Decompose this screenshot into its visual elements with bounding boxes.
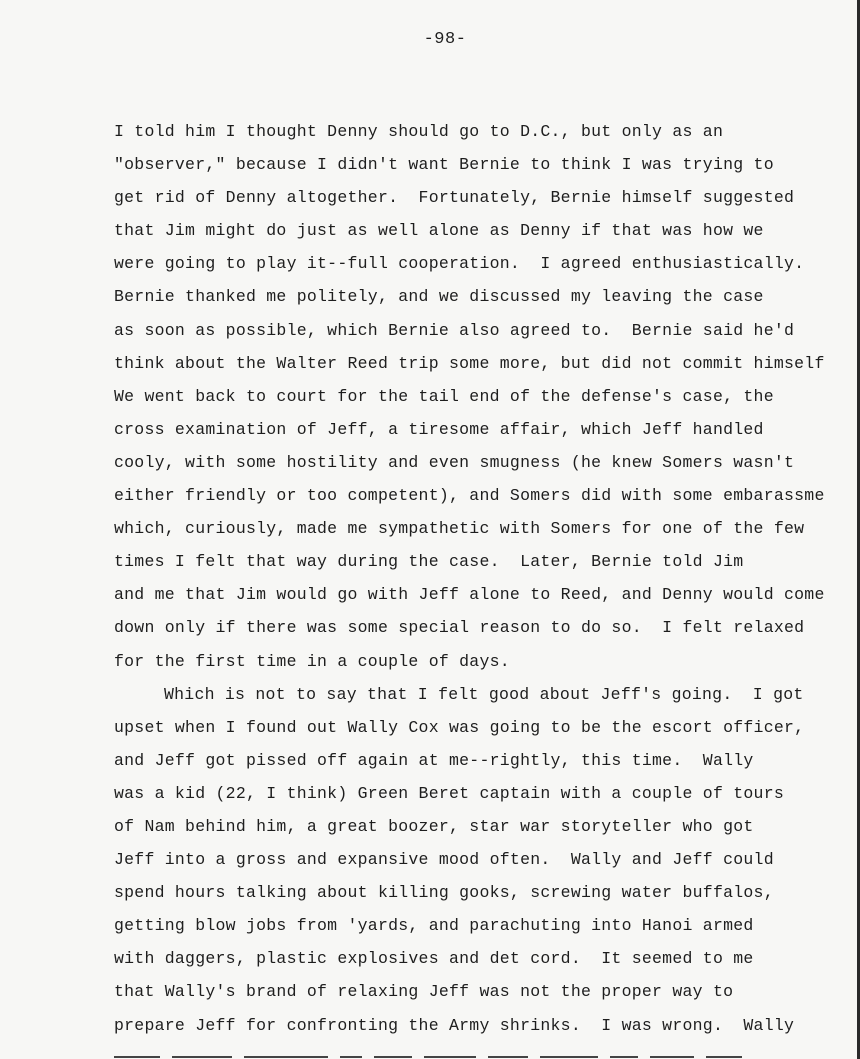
text-line: I told him I thought Denny should go to D.C., but only as an (114, 122, 724, 141)
text-line: spend hours talking about killing gooks, screwing water buffalos, (114, 883, 774, 903)
text-line: were going to play it--full cooperation. I agreed enthusiastically. (114, 254, 805, 274)
text-line: of Nam behind him, a great boozer, star war storyteller who got (114, 816, 754, 836)
text-line: prepare Jeff for confronting the Army shrinks. I was wrong. Wally (114, 1015, 795, 1035)
text-line: cross examination of Jeff, a tiresome affair, which Jeff handled (114, 419, 764, 439)
text-line: which, curiously, made me sympathetic with Somers for one of the few (114, 519, 805, 539)
text-line: We went back to court for the tail end of the defense's case, the (114, 386, 774, 406)
text-line: for the first time in a couple of days. (114, 651, 510, 671)
paragraph (114, 115, 860, 678)
text-line: Bernie thanked me politely, and we discussed my leaving the case (114, 287, 764, 307)
text-line: think about the Walter Reed trip some more, but did not commit himself (114, 353, 825, 373)
text-line: that Wally's brand of relaxing Jeff was not the proper way to (114, 982, 734, 1002)
paragraph (114, 678, 860, 1042)
text-line: as soon as possible, which Bernie also agreed to. Bernie said he'd (114, 320, 795, 340)
text-line: times I felt that way during the case. Later, Bernie told Jim (114, 552, 744, 572)
body-text (114, 115, 860, 1042)
cut-off-line (114, 1044, 794, 1059)
text-line: Which is not to say that I felt good about Jeff's going. I got (164, 684, 804, 704)
text-line: cooly, with some hostility and even smugness (he knew Somers wasn't (114, 452, 795, 472)
text-line: get rid of Denny altogether. Fortunately, Bernie himself suggested (114, 188, 795, 208)
page-number: -98- (423, 30, 467, 49)
text-line: either friendly or too competent), and Somers did with some embarassme (114, 486, 825, 506)
text-line: that Jim might do just as well alone as Denny if that was how we (114, 221, 764, 241)
text-line: and me that Jim would go with Jeff alone to Reed, and Denny would come (114, 585, 825, 605)
text-line: was a kid (22, I think) Green Beret captain with a couple of tours (114, 783, 785, 803)
text-line: and Jeff got pissed off again at me--rightly, this time. Wally (114, 750, 754, 770)
text-line: down only if there was some special reason to do so. I felt relaxed (114, 618, 805, 638)
text-line: upset when I found out Wally Cox was going to be the escort officer, (114, 717, 805, 737)
text-line: Jeff into a gross and expansive mood often. Wally and Jeff could (114, 850, 774, 870)
text-line: getting blow jobs from 'yards, and parachuting into Hanoi armed (114, 916, 754, 936)
text-line: "observer," because I didn't want Bernie to think I was trying to (114, 155, 774, 175)
text-line: with daggers, plastic explosives and det cord. It seemed to me (114, 949, 754, 969)
